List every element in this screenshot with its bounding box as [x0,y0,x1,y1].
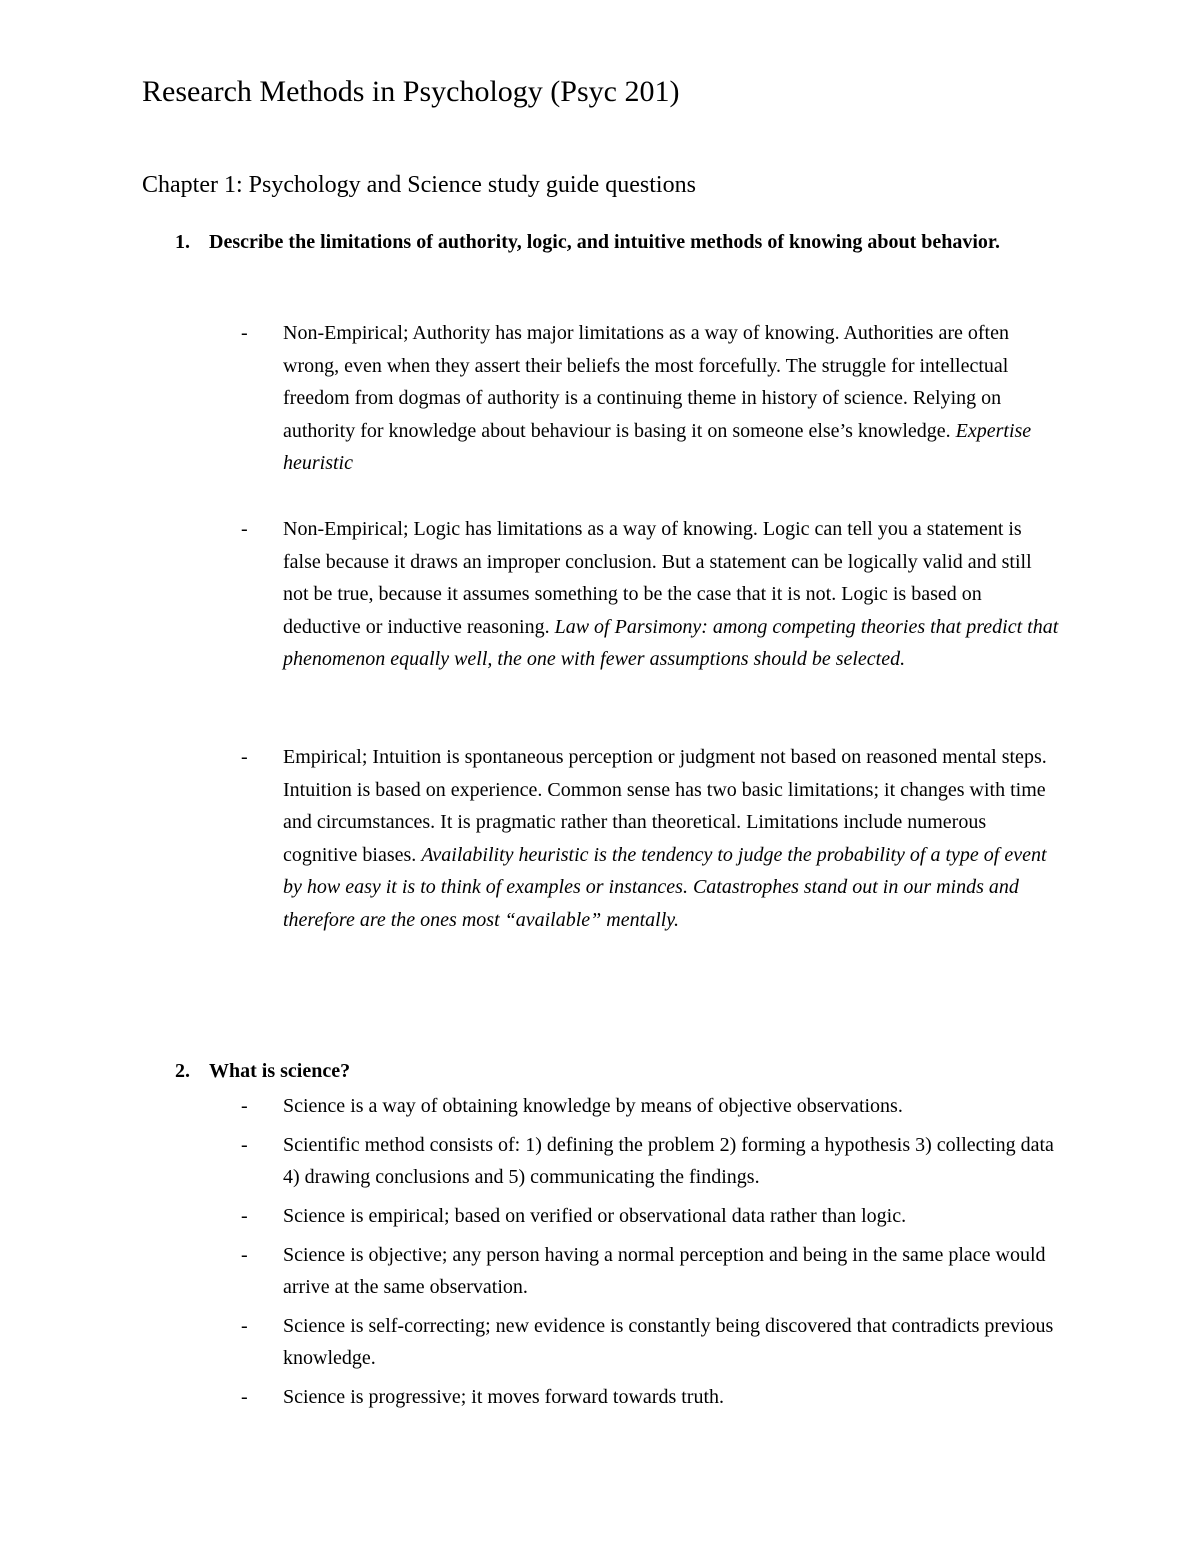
answer-bullet-method [241,1129,1061,1193]
bullet-body: Non-Empirical; Authority has major limitations as a way of knowing. Authorities are often wrong, even when they assert their beliefs the most forcefully. The struggle for intellectual freedom from dogmas of authority is a continuing theme in history of science. Relying on authority for knowledge about behaviour is basing it on someone else’s knowledge. [283,322,1009,442]
bullet-dash: - [241,322,248,344]
bullet-dash: - [241,518,248,540]
bullet-text [283,513,1061,676]
answer-bullet-progressive [241,1381,1061,1413]
bullet-text: Science is self-correcting; new evidence is constantly being discovered that contradicts previous knowledge. [283,1315,1054,1369]
bullet-dash: - [241,1244,248,1266]
bullet-emphasis: Availability heuristic is the tendency to judge the probability of a type of event by how easy it is to think of examples or instances. Catastrophes stand out in our minds and therefore are the ones most “available” mentally. [283,843,1047,931]
bullet-emphasis: Law of Parsimony: among competing theories that predict that phenomenon equally well, the one with fewer assumptions should be selected. [283,615,1059,671]
bullet-dash: - [241,1205,248,1227]
bullet-body: Empirical; Intuition is spontaneous perception or judgment not based on reasoned mental steps. Intuition is based on experience. Common sense has two basic limitations; it changes with time and circumstances. It is pragmatic rather than theoretical. Limitations include numerous cognitive biases. [283,746,1047,866]
bullet-emphasis: Expertise heuristic [283,419,1032,475]
question-text: What is science? [209,1060,351,1082]
answer-bullet-definition [241,1090,1061,1122]
document-title: Research Methods in Psychology (Psyc 201) [142,75,680,108]
bullet-dash: - [241,1134,248,1156]
answer-bullet-intuition [241,741,1061,937]
chapter-heading: Chapter 1: Psychology and Science study guide questions [142,172,696,198]
bullet-text [283,317,1061,480]
bullet-text [283,741,1061,937]
bullet-dash: - [241,1386,248,1408]
bullet-dash: - [241,1095,248,1117]
answer-bullet-authority [241,317,1061,480]
bullet-text: Science is empirical; based on verified or observational data rather than logic. [283,1205,907,1227]
bullet-text: Science is objective; any person having a normal perception and being in the same place would arrive at the same observation. [283,1244,1046,1298]
bullet-text: Science is progressive; it moves forward towards truth. [283,1386,725,1408]
question-number: 1. [175,231,190,253]
bullet-dash: - [241,1315,248,1337]
question-number: 2. [175,1060,190,1082]
answer-bullet-logic [241,513,1061,676]
question-1 [142,227,1062,258]
bullet-text: Scientific method consists of: 1) defining the problem 2) forming a hypothesis 3) collecting data 4) drawing conclusions and 5) communicating the findings. [283,1134,1054,1188]
answer-bullet-self-correcting [241,1310,1061,1374]
bullet-body: Non-Empirical; Logic has limitations as a way of knowing. Logic can tell you a statement is false because it draws an improper conclusion. But a statement can be logically valid and still not be true, because it assumes something to be the case that it is not. Logic is based on deductive or inductive reasoning. [283,518,1032,638]
question-text: Describe the limitations of authority, logic, and intuitive methods of knowing about behavior. [209,231,1000,253]
answer-bullet-objective [241,1239,1061,1303]
question-2 [142,1056,1062,1087]
bullet-text: Science is a way of obtaining knowledge by means of objective observations. [283,1095,903,1117]
bullet-dash: - [241,746,248,768]
answer-bullet-empirical [241,1200,1061,1232]
